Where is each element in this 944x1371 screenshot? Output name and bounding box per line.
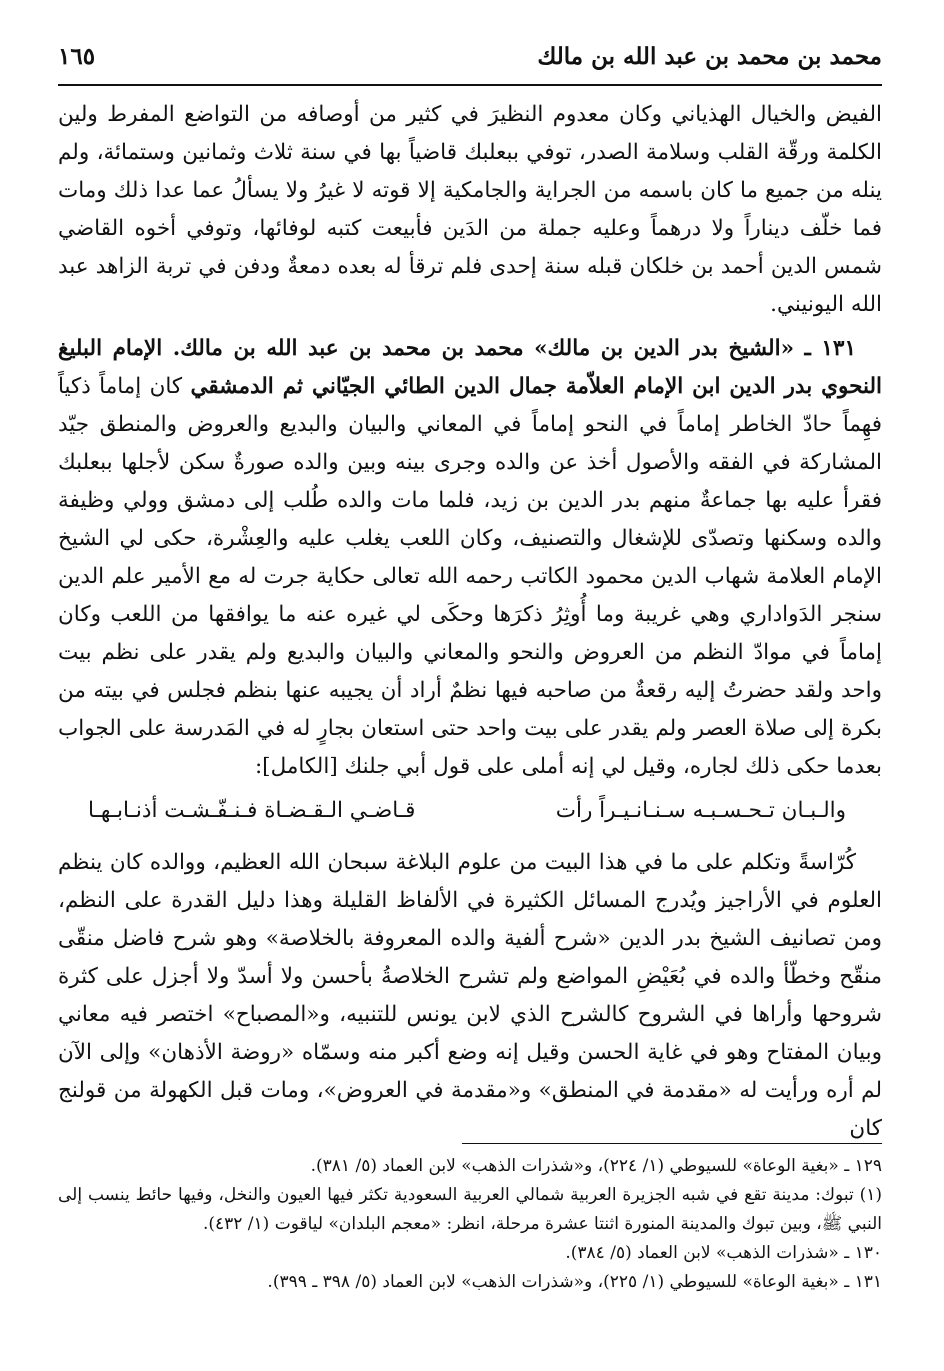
footnote-129: ١٢٩ ـ «بغية الوعاة» للسيوطي (١/ ٢٢٤)، و«شذرات الذهب» لابن العماد (٥/ ٣٨١). — [310, 1156, 882, 1176]
footnote-1: (١) تبوك: مدينة تقع في شبه الجزيرة العربية شمالي العربية السعودية تكثر فيها العيون والنخل، وفيها حائط ينسب إلى النبي ﷺ، وبين تبوك والمدينة المنورة اثنتا عشرة مرحلة، انظر: «معجم البلدان» لياقوت (١/ ٤٣٢). — [58, 1185, 882, 1234]
footnote-130: ١٣٠ ـ «شذرات الذهب» لابن العماد (٥/ ٣٨٤). — [565, 1243, 882, 1263]
footnotes — [58, 1152, 882, 1297]
page-number: ١٦٥ — [58, 42, 96, 70]
paragraph-continued: الفيض والخيال الهذياني وكان معدوم النظيرَ في كثير من أوصافه من التواضع المفرط ولين الكلمة ورقّة القلب وسلامة الصدر، توفي ببعلبك قاضياً بها في سنة ثلاث وثمانين وستمائة، ولم ينله من جميع ما كان باسمه من الجراية والجامكية إلا قوته لا غيرُ ولا يسألُ عما عدا ذلك ومات فما خلّف ديناراً ولا درهماً وعليه جملة من الدَين فأبيعت كتبه لوفائها، وتوفي أخوه القاضي شمس الدين أحمد بن خلكان قبله سنة إحدى فلم ترقأ له بعده دمعةٌ ودفن في تربة الزاهد عبد الله اليونيني. — [58, 102, 882, 317]
verse-first-hemistich: والـبـان تـحـسـبـه سـنـانـيـراً رأت — [555, 798, 846, 823]
footnote-131: ١٣١ ـ «بغية الوعاة» للسيوطي (١/ ٢٢٥)، و«شذرات الذهب» لابن العماد (٥/ ٣٩٨ ـ ٣٩٩). — [267, 1272, 882, 1292]
poetry-verse — [58, 786, 882, 838]
biography-entry-131 — [58, 330, 882, 786]
entry-heading: ١٣١ ـ «الشيخ بدر الدين بن مالك» محمد بن محمد بن عبد الله بن مالك. الإمام البليغ النحوي بدر الدين ابن الإمام العلاّمة جمال الدين الطائي الجيّاني ثم الدمشقي — [58, 336, 882, 399]
paragraph-works: كُرّاسةً وتكلم على ما في هذا البيت من علوم البلاغة سبحان الله العظيم، ووالده كان ينظم العلوم في الأراجيز ويُدرج المسائل الكثيرة في الألفاظ القليلة وهذا دليل القدرة على النظم، ومن تصانيف الشيخ بدر الدين «شرح ألفية والده المعروفة بالخلاصة» وهو شرح فاضل منقّى منقّح وخطّأ والده في بُعَيْضِ المواضع ولم تشرح الخلاصةُ بأحسن ولا أسدّ ولا أجزل على كثرة شروحها وأراها في الشروح كالشرح الذي لابن يونس للتنبيه، و«المصباح» اختصر فيه معاني وبيان المفتاح وهو في غاية الحسن وقيل إنه وضع أكبر منه وسمّاه «روضة الأذهان» وإلى الآن لم أره ورأيت له «مقدمة في المنطق» و«مقدمة في العروض»، ومات قبل الكهولة من قولنج كان — [58, 850, 882, 1141]
running-title: محمد بن محمد بن عبد الله بن مالك — [537, 42, 882, 70]
verse-second-hemistich: قـاضـي الـقـضـاة فـنـفّـشـت أذنـابـهـا — [88, 798, 416, 823]
header-rule — [58, 84, 882, 86]
footnote-rule — [462, 1143, 882, 1144]
page-header — [58, 36, 882, 76]
main-text — [58, 96, 882, 1148]
entry-text: كان إماماً ذكياً فهِماً حادّ الخاطر إماماً في النحو إماماً في المعاني والبيان والبديع والعروض والمنطق جيّد المشاركة في الفقه والأصول أخذ عن والده وجرى بينه وبين والده صورةٌ سكن لأجلها ببعلبك فقرأ عليه بها جماعةٌ منهم بدر الدين بن زيد، فلما مات والده طُلب إلى دمشق وولي وظيفة والده وسكنها وتصدّى للإشغال والتصنيف، وكان اللعب يغلب عليه والعِشْرة، حكى لي الشيخ الإمام العلامة شهاب الدين محمود الكاتب رحمه الله تعالى حكاية جرت له مع الأمير علم الدين سنجر الدَواداري وهي غريبة وما أُوثِرُ ذكرَها وحكَى لي غيره عنه ما يوافقها من اللعب وكان إماماً في موادّ النظم من العروض والنحو والمعاني والبيان والبديع ولم يقدر على نظم بيت واحد ولقد حضرتُ إليه رقعةٌ من صاحبه فيها نظمٌ أراد أن يجيبه عنها بنظم فجلس في بيته من بكرة إلى صلاة العصر ولم يقدر على بيت واحد حتى استعان بجارٍ له في المَدرسة على الجواب بعدما حكى ذلك لجاره، وقيل لي إنه أملى على قول أبي جلنك [الكامل]: — [58, 374, 882, 779]
